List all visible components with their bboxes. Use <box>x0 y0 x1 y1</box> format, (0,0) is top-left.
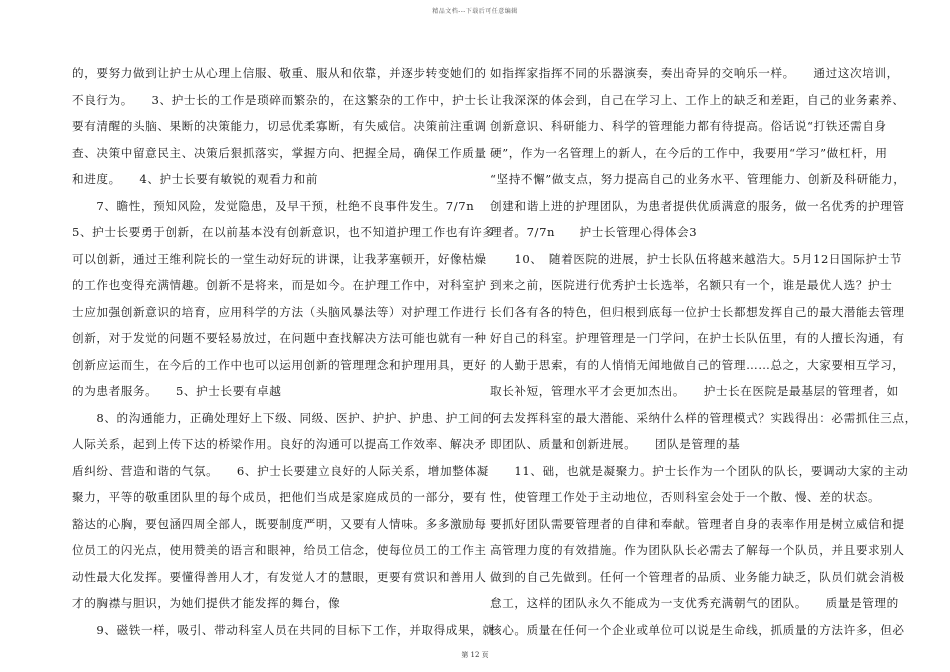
text-line: 11、础，也就是凝聚力。护士长作为一个团队的队长，要调动大家的主动 <box>490 463 909 478</box>
right-column <box>490 60 917 643</box>
text-line: 要抓好团队需要管理者的自律和奉献。管理者自身的表率作用是树立威信和提 <box>490 516 905 531</box>
text-line: 创新，对于发觉的问题不要轻易放过，在问题中查找解决方法可能也就有一种 <box>72 331 487 345</box>
text-line: 才的胸襟与胆识，为她们提供才能发挥的舞台，像 <box>72 596 341 610</box>
text-line: 让我深深的体会到，自己在学习上、工作上的缺乏和差距，自己的业务素养、 <box>490 92 905 107</box>
text-line: 创新意识、科研能力、科学的管理能力都有待提高。俗话说“打铁还需自身 <box>490 119 887 133</box>
text-line: 的人勤于思索，有的人悄悄无闻地做自己的管理……总之，大家要相互学习， <box>490 357 905 372</box>
text-line: 士应加强创新意识的培育，应用科学的方法（头脑风暴法等）对护理工作进行 <box>72 304 487 319</box>
text-line: 位员工的闪光点，使用赞美的语言和眼神，给员工信念，使每位员工的工作主 <box>72 543 487 557</box>
text-line: 要有清醒的头脑、果断的决策能力，切忌优柔寡断，有失威信。决策前注重调 <box>72 119 487 133</box>
text-line: 做到的自己先做到。任何一个管理者的品质、业务能力缺乏，队员们就会消极 <box>490 569 905 584</box>
text-line: 盾纠纷、营造和谐的气氛。 6、护士长要建立良好的人际关系，增加整体凝 <box>72 463 489 478</box>
text-line: 高管理力度的有效措施。作为团队队长必需去了解每一个队员，并且要求别人 <box>490 543 905 557</box>
text-line: 核心。质量在任何一个企业或单位可以说是生命线，抓质量的方法许多，但必 <box>490 622 905 637</box>
text-line: 的工作也变得充满情趣。创新不是将来，而是如今。在护理工作中，对科室护 <box>72 278 487 292</box>
text-line: 即团队、质量和创新进展。 团队是管理的基 <box>490 437 741 451</box>
text-line: 创新应运而生，在今后的工作中也可以运用创新的管理理念和护理用具，更好 <box>72 357 487 372</box>
text-line: 聚力，平等的敬重团队里的每个成员，把他们当成是家庭成员的一部分，要有 <box>72 490 487 504</box>
text-line: 创建和谐上进的护理团队，为患者提供优质满意的服务，做一名优秀的护理管 <box>490 198 905 213</box>
page-footer: 第 12 页 <box>461 651 489 659</box>
text-line: 7、瞻性，预知风险，发觉隐患，及早干预，杜绝不良事件发生。7/7n <box>72 198 475 213</box>
text-line: 何去发挥科室的最大潜能、采纳什么样的管理模式？实践得出：必需抓住三点， <box>490 410 917 425</box>
text-line: 不良行为。 3、护士长的工作是琐碎而繁杂的，在这繁杂的工作中，护士长 <box>72 92 489 107</box>
text-line: 和进度。 4、护士长要有敏锐的观看力和前 <box>72 172 319 186</box>
text-line: 人际关系，起到上传下达的桥梁作用。良好的沟通可以提高工作效率、解决矛 <box>72 437 487 451</box>
text-line: 可以创新，通过王维利院长的一堂生动好玩的讲课，让我茅塞顿开，好像枯燥 <box>72 251 487 266</box>
text-line: 怠工，这样的团队永久不能成为一支优秀充满朝气的团队。 质量是管理的 <box>490 596 899 610</box>
text-line: 性，使管理工作处于主动地位，否则科室会处于一个散、慢、差的状态。 <box>490 490 881 504</box>
text-line: 5、护士长要勇于创新，在以前基本没有创新意识，也不知道护理工作也有许多 <box>72 225 495 239</box>
left-column <box>72 60 495 643</box>
text-line: 10、 随着医院的进展，护士长队伍将越来越浩大。5月12日国际护士节 <box>490 251 903 266</box>
text-line: 查、决策中留意民主、决策后狠抓落实，掌握方向、把握全局，确保工作质量 <box>72 145 487 160</box>
text-line: 好自己的科室。护理管理是一门学问，在护士长队伍里，有的人擅长沟通，有 <box>490 331 905 345</box>
page-header: 精品文档---下载后可任意编辑 <box>432 8 518 15</box>
text-line: 豁达的心胸，要包涵四周全部人，既要制度严明，又要有人情味。多多激励每 <box>72 516 487 531</box>
text-line: 9、磁铁一样，吸引、带动科室人员在共同的目标下工作，并取得成果，就 <box>72 622 495 637</box>
text-line: 如指挥家指挥不同的乐器演奏，奏出奇异的交响乐一样。 通过这次培训， <box>490 66 899 80</box>
text-line: 的，要努力做到让护士从心理上信服、敬重、服从和依靠，并逐步转变她们的 <box>72 66 487 80</box>
text-line: 理者。7/7n 护士长管理心得体会3 <box>490 225 698 239</box>
text-line: 长们各有各的特色，但归根到底每一位护士长都想发挥自己的最大潜能去管理 <box>490 304 905 319</box>
text-line: 到来之前，医院进行优秀护士长选举，名额只有一个，谁是最优人选？护士 <box>490 278 893 292</box>
text-line: “坚持不懈”做支点，努力提高自己的业务水平、管理能力、创新及科研能力， <box>490 172 906 186</box>
text-line: 取长补短，管理水平才会更加杰出。 护士长在医院是最基层的管理者，如 <box>490 384 899 398</box>
text-line: 硬”，作为一名管理上的新人，在今后的工作中，我要用“学习”做杠杆，用 <box>490 145 888 160</box>
text-line: 动性最大化发挥。要懂得善用人才，有发觉人才的慧眼，更要有赏识和善用人 <box>72 569 487 584</box>
text-line: 的为患者服务。 5、护士长要有卓越 <box>72 384 282 398</box>
text-line: 8、的沟通能力，正确处理好上下级、同级、医护、护护、护患、护工间的 <box>72 410 495 425</box>
